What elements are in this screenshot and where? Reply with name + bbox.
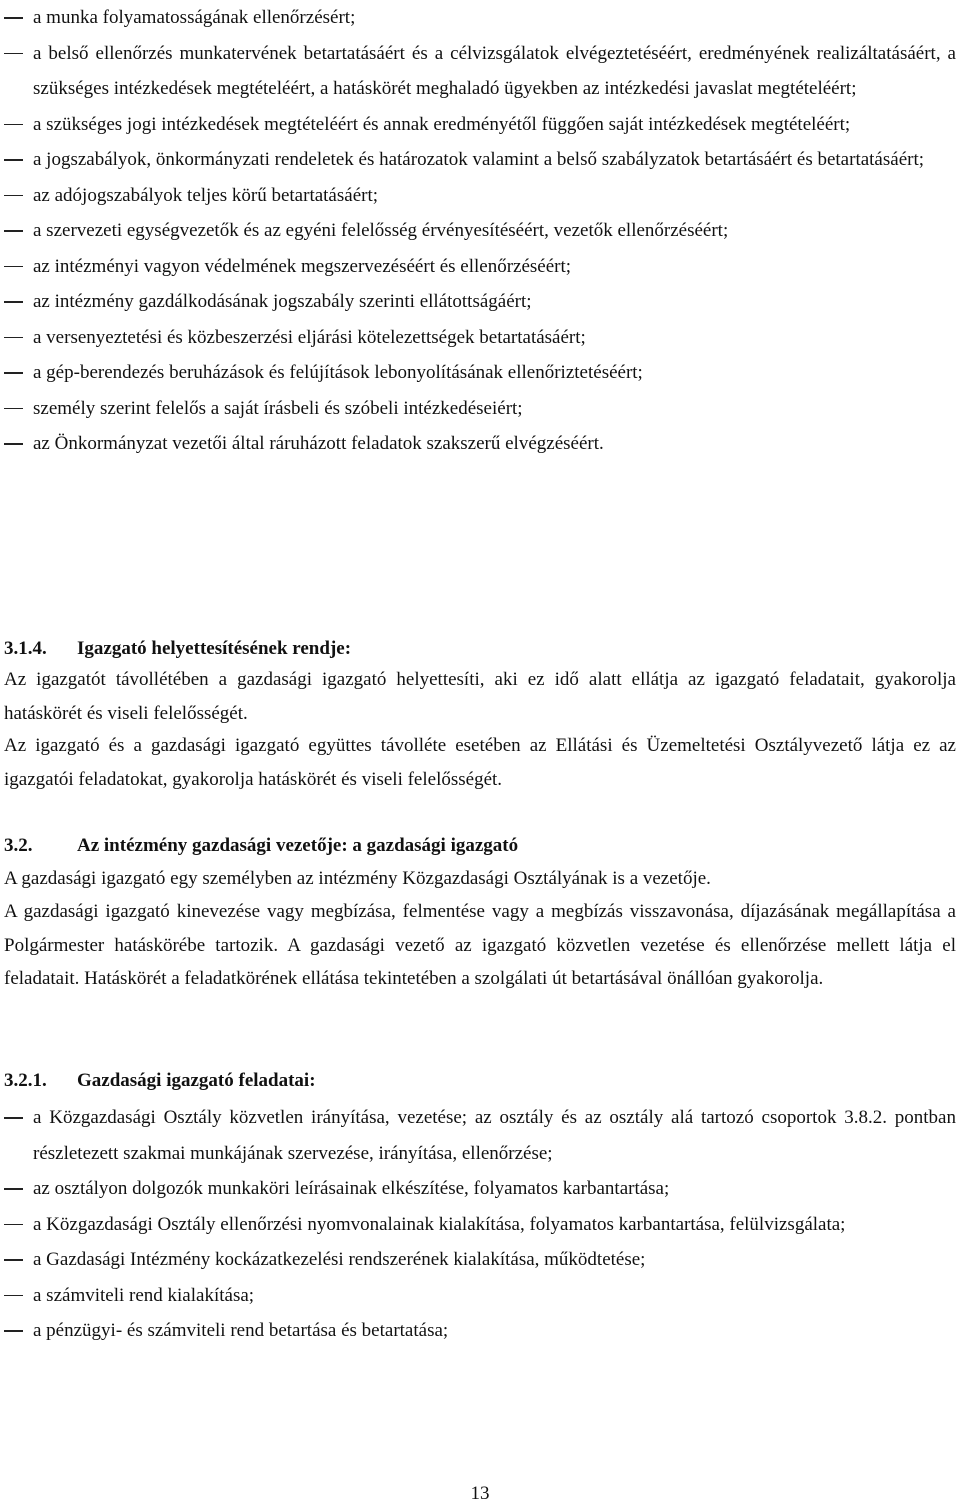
list-item-text: a szükséges jogi intézkedések megtételéért és annak eredményétől függően saját intézkedések megtételéért; [33, 113, 851, 135]
list-item [0, 320, 956, 356]
dash-bullet-icon [4, 337, 23, 339]
dash-bullet-icon [4, 159, 23, 161]
list-item [0, 1207, 956, 1243]
section-number: 3.2. [4, 835, 33, 856]
list-item-text: az intézményi vagyon védelmének megszervezéséért és ellenőrzéséért; [33, 255, 572, 277]
list-item [0, 284, 956, 320]
dash-bullet-icon [4, 1295, 23, 1297]
list-item-text: a számviteli rend kialakítása; [33, 1284, 255, 1306]
list-item [0, 213, 956, 249]
list-item [0, 1242, 956, 1278]
list-item-text: személy szerint felelős a saját írásbeli és szóbeli intézkedéseiért; [33, 397, 523, 419]
section-heading-3-2-1 [4, 1064, 316, 1098]
dash-bullet-icon [4, 1188, 23, 1190]
list-item-text: a munka folyamatosságának ellenőrzésért; [33, 7, 356, 28]
list-item [0, 107, 956, 143]
dash-bullet-icon [4, 53, 23, 55]
list-item-text: a belső ellenőrzés munkatervének betartatásáért és a célvizsgálatok elvégeztetéséért, eredményének realizáltatásáért, a szükséges intézkedések megtételéért, a hatáskörét meghaladó ügyekben az intézkedési javaslat megtételéért; [33, 42, 956, 99]
list-item [0, 249, 956, 285]
paragraph: Az igazgatót távollétében a gazdasági igazgató helyettesíti, aki ez idő alatt ellátja az igazgató feladatait, gyakorolja hatáskörét és viseli felelősségét. [4, 669, 956, 724]
list-item-text: a versenyeztetési és közbeszerzési eljárási kötelezettségek betartatásáért; [33, 326, 586, 348]
list-item [0, 178, 956, 214]
section-number: 3.2.1. [4, 1070, 47, 1091]
task-list [0, 1100, 960, 1349]
section-heading-3-1-4 [4, 632, 351, 666]
dash-bullet-icon [4, 1117, 23, 1119]
list-item-text: a Közgazdasági Osztály közvetlen irányítása, vezetése; az osztály és az osztály alá tartozó csoportok 3.8.2. pontban részletezett szakmai munkájának szervezése, irányítása, ellenőrzése; [33, 1107, 956, 1164]
dash-bullet-icon [4, 1330, 23, 1332]
dash-bullet-icon [4, 124, 23, 126]
paragraph: Az igazgató és a gazdasági igazgató együttes távolléte esetében az Ellátási és Üzemeltetési Osztályvezető látja ez az igazgatói feladatokat, gyakorolja hatáskörét és viseli felelősségét. [4, 735, 956, 790]
dash-bullet-icon [4, 195, 23, 197]
dash-bullet-icon [4, 1224, 23, 1226]
list-item [0, 142, 956, 178]
dash-bullet-icon [4, 408, 23, 410]
section-title: Az intézmény gazdasági vezetője: a gazdasági igazgató [77, 835, 519, 856]
dash-bullet-icon [4, 443, 23, 445]
list-item [0, 1171, 956, 1207]
list-item-text: a jogszabályok, önkormányzati rendeletek és határozatok valamint a belső szabályzatok betartásáért és betartatásáért; [33, 149, 925, 170]
list-item-text: a Gazdasági Intézmény kockázatkezelési rendszerének kialakítása, működtetése; [33, 1249, 646, 1270]
section-number: 3.1.4. [4, 638, 47, 659]
responsibility-list [0, 0, 960, 462]
list-item-text: a szervezeti egységvezetők és az egyéni felelősség érvényesítéséért, vezetők ellenőrzéséért; [33, 220, 729, 241]
list-item [0, 426, 956, 462]
list-item-text: az Önkormányzat vezetői által ráruházott feladatok szakszerű elvégzéséért. [33, 433, 604, 454]
list-item-text: az intézmény gazdálkodásának jogszabály szerinti ellátottságáért; [33, 291, 532, 312]
dash-bullet-icon [4, 301, 23, 303]
list-item [0, 1100, 956, 1171]
list-item [0, 1313, 956, 1349]
section-heading-3-2 [4, 829, 518, 863]
list-item [0, 36, 956, 107]
paragraph: A gazdasági igazgató kinevezése vagy megbízása, felmentése vagy a megbízás visszavonása, díjazásának megállapítása a Polgármester hatáskörébe tartozik. A gazdasági vezető az igazgató közvetlen vezetése és ellenőrzése mellett látja el feladatait. Hatáskörét a feladatkörének ellátása tekintetében a szolgálati út betartásával önállóan gyakorolja. [4, 901, 956, 989]
list-item [0, 391, 956, 427]
dash-bullet-icon [4, 17, 23, 19]
dash-bullet-icon [4, 372, 23, 374]
paragraph: A gazdasági igazgató egy személyben az intézmény Közgazdasági Osztályának is a vezetője. [4, 868, 711, 889]
list-item-text: az osztályon dolgozók munkaköri leírásainak elkészítése, folyamatos karbantartása; [33, 1178, 670, 1199]
dash-bullet-icon [4, 1259, 23, 1261]
list-item [0, 355, 956, 391]
list-item-text: a Közgazdasági Osztály ellenőrzési nyomvonalainak kialakítása, folyamatos karbantartása, felülvizsgálata; [33, 1213, 846, 1235]
list-item [0, 1278, 956, 1314]
list-item [0, 0, 956, 36]
list-item-text: az adójogszabályok teljes körű betartatásáért; [33, 184, 379, 206]
list-item-text: a gép-berendezés beruházások és felújítások lebonyolításának ellenőriztetéséért; [33, 362, 643, 383]
list-item-text: a pénzügyi- és számviteli rend betartása és betartatása; [33, 1320, 449, 1341]
page-number: 13 [470, 1483, 490, 1504]
section-title: Gazdasági igazgató feladatai: [77, 1070, 316, 1091]
section-title: Igazgató helyettesítésének rendje: [77, 638, 352, 659]
dash-bullet-icon [4, 266, 23, 268]
dash-bullet-icon [4, 230, 23, 232]
